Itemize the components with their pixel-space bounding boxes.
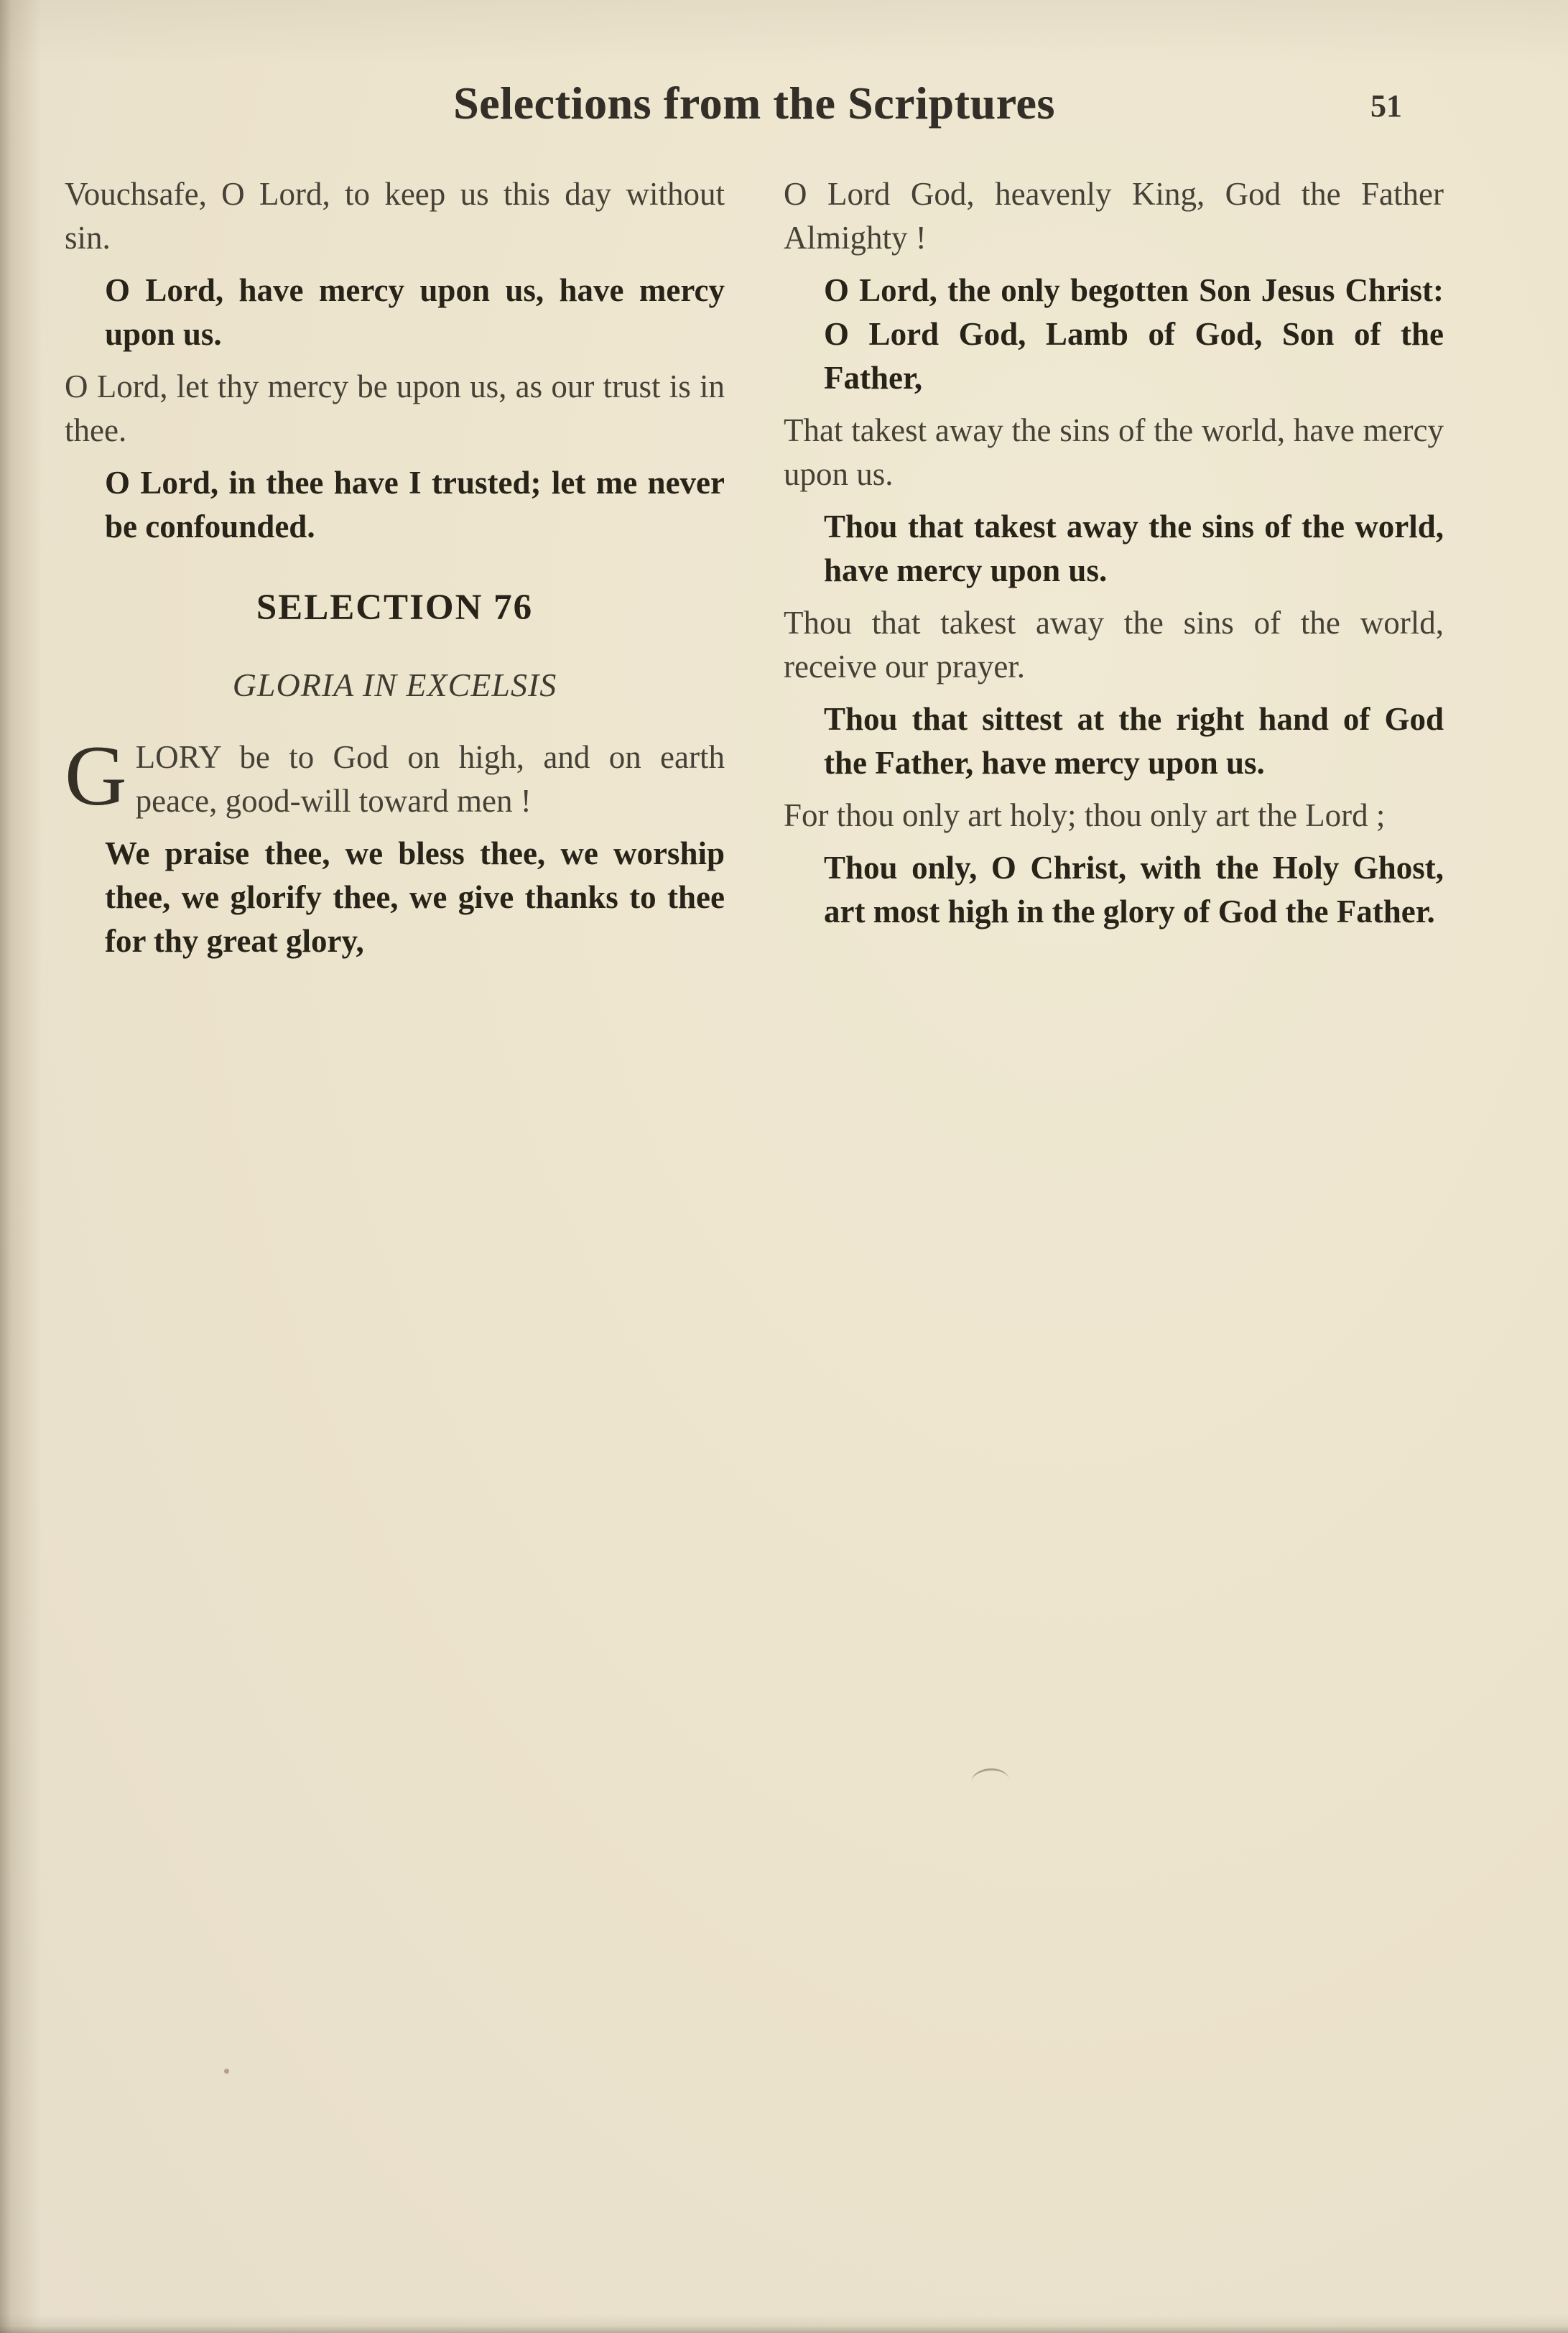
page-header (65, 78, 1444, 142)
left-column (65, 172, 725, 972)
page-number: 51 (1370, 88, 1402, 124)
versicle-paragraph: That takest away the sins of the world, have mercy upon us. (784, 412, 1444, 492)
versicle-paragraph: Thou that takest away the sins of the world, receive our prayer. (784, 605, 1444, 685)
versicle-paragraph: O Lord, let thy mercy be upon us, as our trust is in thee. (65, 368, 725, 448)
versicle-paragraph: For thou only art holy; thou only art the Lord ; (784, 797, 1386, 833)
response-paragraph: Thou that sittest at the right hand of God the Father, have mercy upon us. (824, 701, 1444, 781)
versicle-paragraph: Vouchsafe, O Lord, to keep us this day without sin. (65, 176, 725, 256)
selection-heading: SELECTION 76 (256, 588, 534, 628)
response-paragraph: O Lord, in thee have I trusted; let me never be confounded. (105, 465, 725, 544)
response-paragraph: Thou only, O Christ, with the Holy Ghost, art most high in the glory of God the Father. (824, 850, 1444, 929)
drop-cap-initial: G (65, 728, 127, 823)
text-columns (65, 172, 1444, 972)
response-paragraph: We praise thee, we bless thee, we worship thee, we glorify thee, we give thanks to thee for thy great glory, (105, 835, 725, 959)
page-title: Selections from the Scriptures (453, 78, 1055, 129)
response-paragraph: O Lord, the only begotten Son Jesus Christ: O Lord God, Lamb of God, Son of the Father, (824, 272, 1444, 396)
gloria-opening-paragraph (65, 728, 725, 823)
scan-pen-mark (970, 1767, 1008, 1782)
gloria-opening-text: LORY be to God on high, and on earth peace, good-will toward men ! (135, 739, 725, 819)
scan-speck (224, 2069, 229, 2074)
versicle-paragraph: O Lord God, heavenly King, God the Father Almighty ! (784, 176, 1444, 256)
response-paragraph: Thou that takest away the sins of the world, have mercy upon us. (824, 509, 1444, 588)
right-column (784, 172, 1444, 972)
response-paragraph: O Lord, have mercy upon us, have mercy upon us. (105, 272, 725, 352)
selection-subtitle: GLORIA IN EXCELSIS (232, 667, 557, 703)
